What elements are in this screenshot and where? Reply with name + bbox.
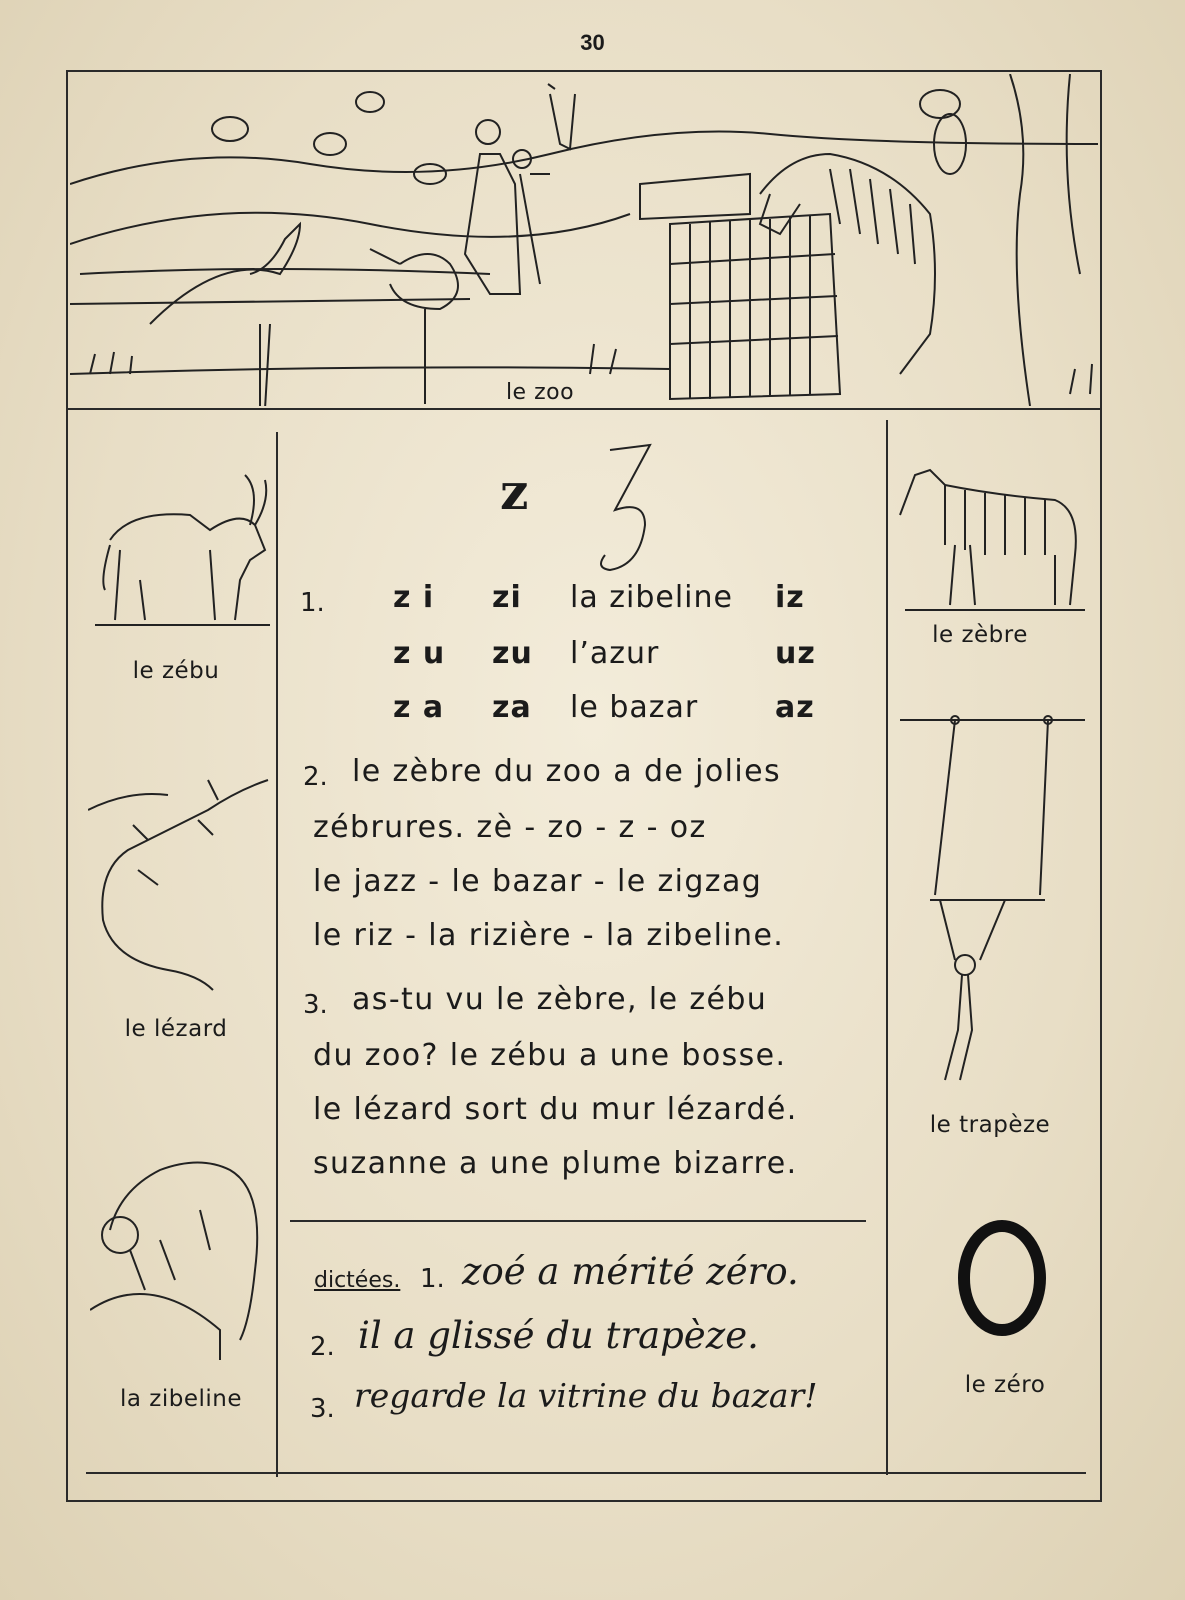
zero-illustration <box>952 1218 1052 1338</box>
ex1-row2-joined: zu <box>492 636 533 671</box>
ex1-row2-word: l’azur <box>570 636 660 671</box>
ex2-line-2: zébrures. zè - zo - z - oz <box>313 810 707 845</box>
print-letter-z: z <box>500 462 529 521</box>
dictee-1-number: 1. <box>420 1264 445 1294</box>
ex3-line-2: du zoo? le zébu a une bosse. <box>313 1038 787 1073</box>
exercise2-number: 2. <box>303 762 328 792</box>
dictee-3-number: 3. <box>310 1394 335 1424</box>
ex2-line-4: le riz - la rizière - la zibeline. <box>313 918 785 953</box>
label-zebra: le zèbre <box>932 622 1028 648</box>
zoo-scene-illustration <box>70 74 1098 406</box>
exercise1-number: 1. <box>300 588 325 618</box>
ex1-row2-reverse: uz <box>775 636 816 671</box>
ex2-line-3: le jazz - le bazar - le zigzag <box>313 864 763 899</box>
exercise3-number: 3. <box>303 990 328 1020</box>
scene-caption: le zoo <box>505 380 575 405</box>
left-column-divider <box>276 432 278 1477</box>
scene-divider <box>66 408 1102 410</box>
label-zebu: le zébu <box>132 658 220 684</box>
ex1-row3-joined: za <box>492 690 532 725</box>
ex1-row3-word: le bazar <box>570 690 699 725</box>
dictee-2-text: il a glissé du trapèze. <box>358 1314 759 1357</box>
ex3-line-1: as-tu vu le zèbre, le zébu <box>352 982 768 1017</box>
dictees-divider <box>290 1220 866 1222</box>
ex1-row3-syllable: z a <box>393 690 445 725</box>
page-number: 30 <box>580 30 605 55</box>
dictee-3-text: regarde la vitrine du bazar! <box>354 1376 818 1415</box>
ex1-row1-reverse: iz <box>775 580 805 615</box>
right-column-divider <box>886 420 888 1475</box>
zebra-illustration <box>895 455 1090 615</box>
lizard-illustration <box>88 770 273 1000</box>
zebu-illustration <box>90 470 275 640</box>
script-letter-z <box>590 440 660 580</box>
label-lizard: le lézard <box>124 1016 228 1042</box>
ex1-row2-syllable: z u <box>393 636 446 671</box>
bottom-inner-line <box>86 1472 1086 1474</box>
ex2-line-1: le zèbre du zoo a de jolies <box>352 754 782 789</box>
ex3-line-3: le lézard sort du mur lézardé. <box>313 1092 798 1127</box>
ex1-row1-word: la zibeline <box>570 580 733 615</box>
label-trapeze: le trapèze <box>929 1112 1051 1138</box>
dictee-1-text: zoé a mérité zéro. <box>462 1250 799 1293</box>
ex1-row1-joined: zi <box>492 580 522 615</box>
label-sable: la zibeline <box>119 1386 243 1412</box>
ex3-line-4: suzanne a une plume bizarre. <box>313 1146 798 1181</box>
label-zero: le zéro <box>964 1372 1046 1398</box>
ex1-row1-syllable: z i <box>393 580 435 615</box>
trapeze-illustration <box>900 710 1090 1090</box>
sable-illustration <box>90 1150 275 1360</box>
dictee-2-number: 2. <box>310 1332 335 1362</box>
dictees-label: dictées. <box>314 1268 401 1293</box>
ex1-row3-reverse: az <box>775 690 815 725</box>
